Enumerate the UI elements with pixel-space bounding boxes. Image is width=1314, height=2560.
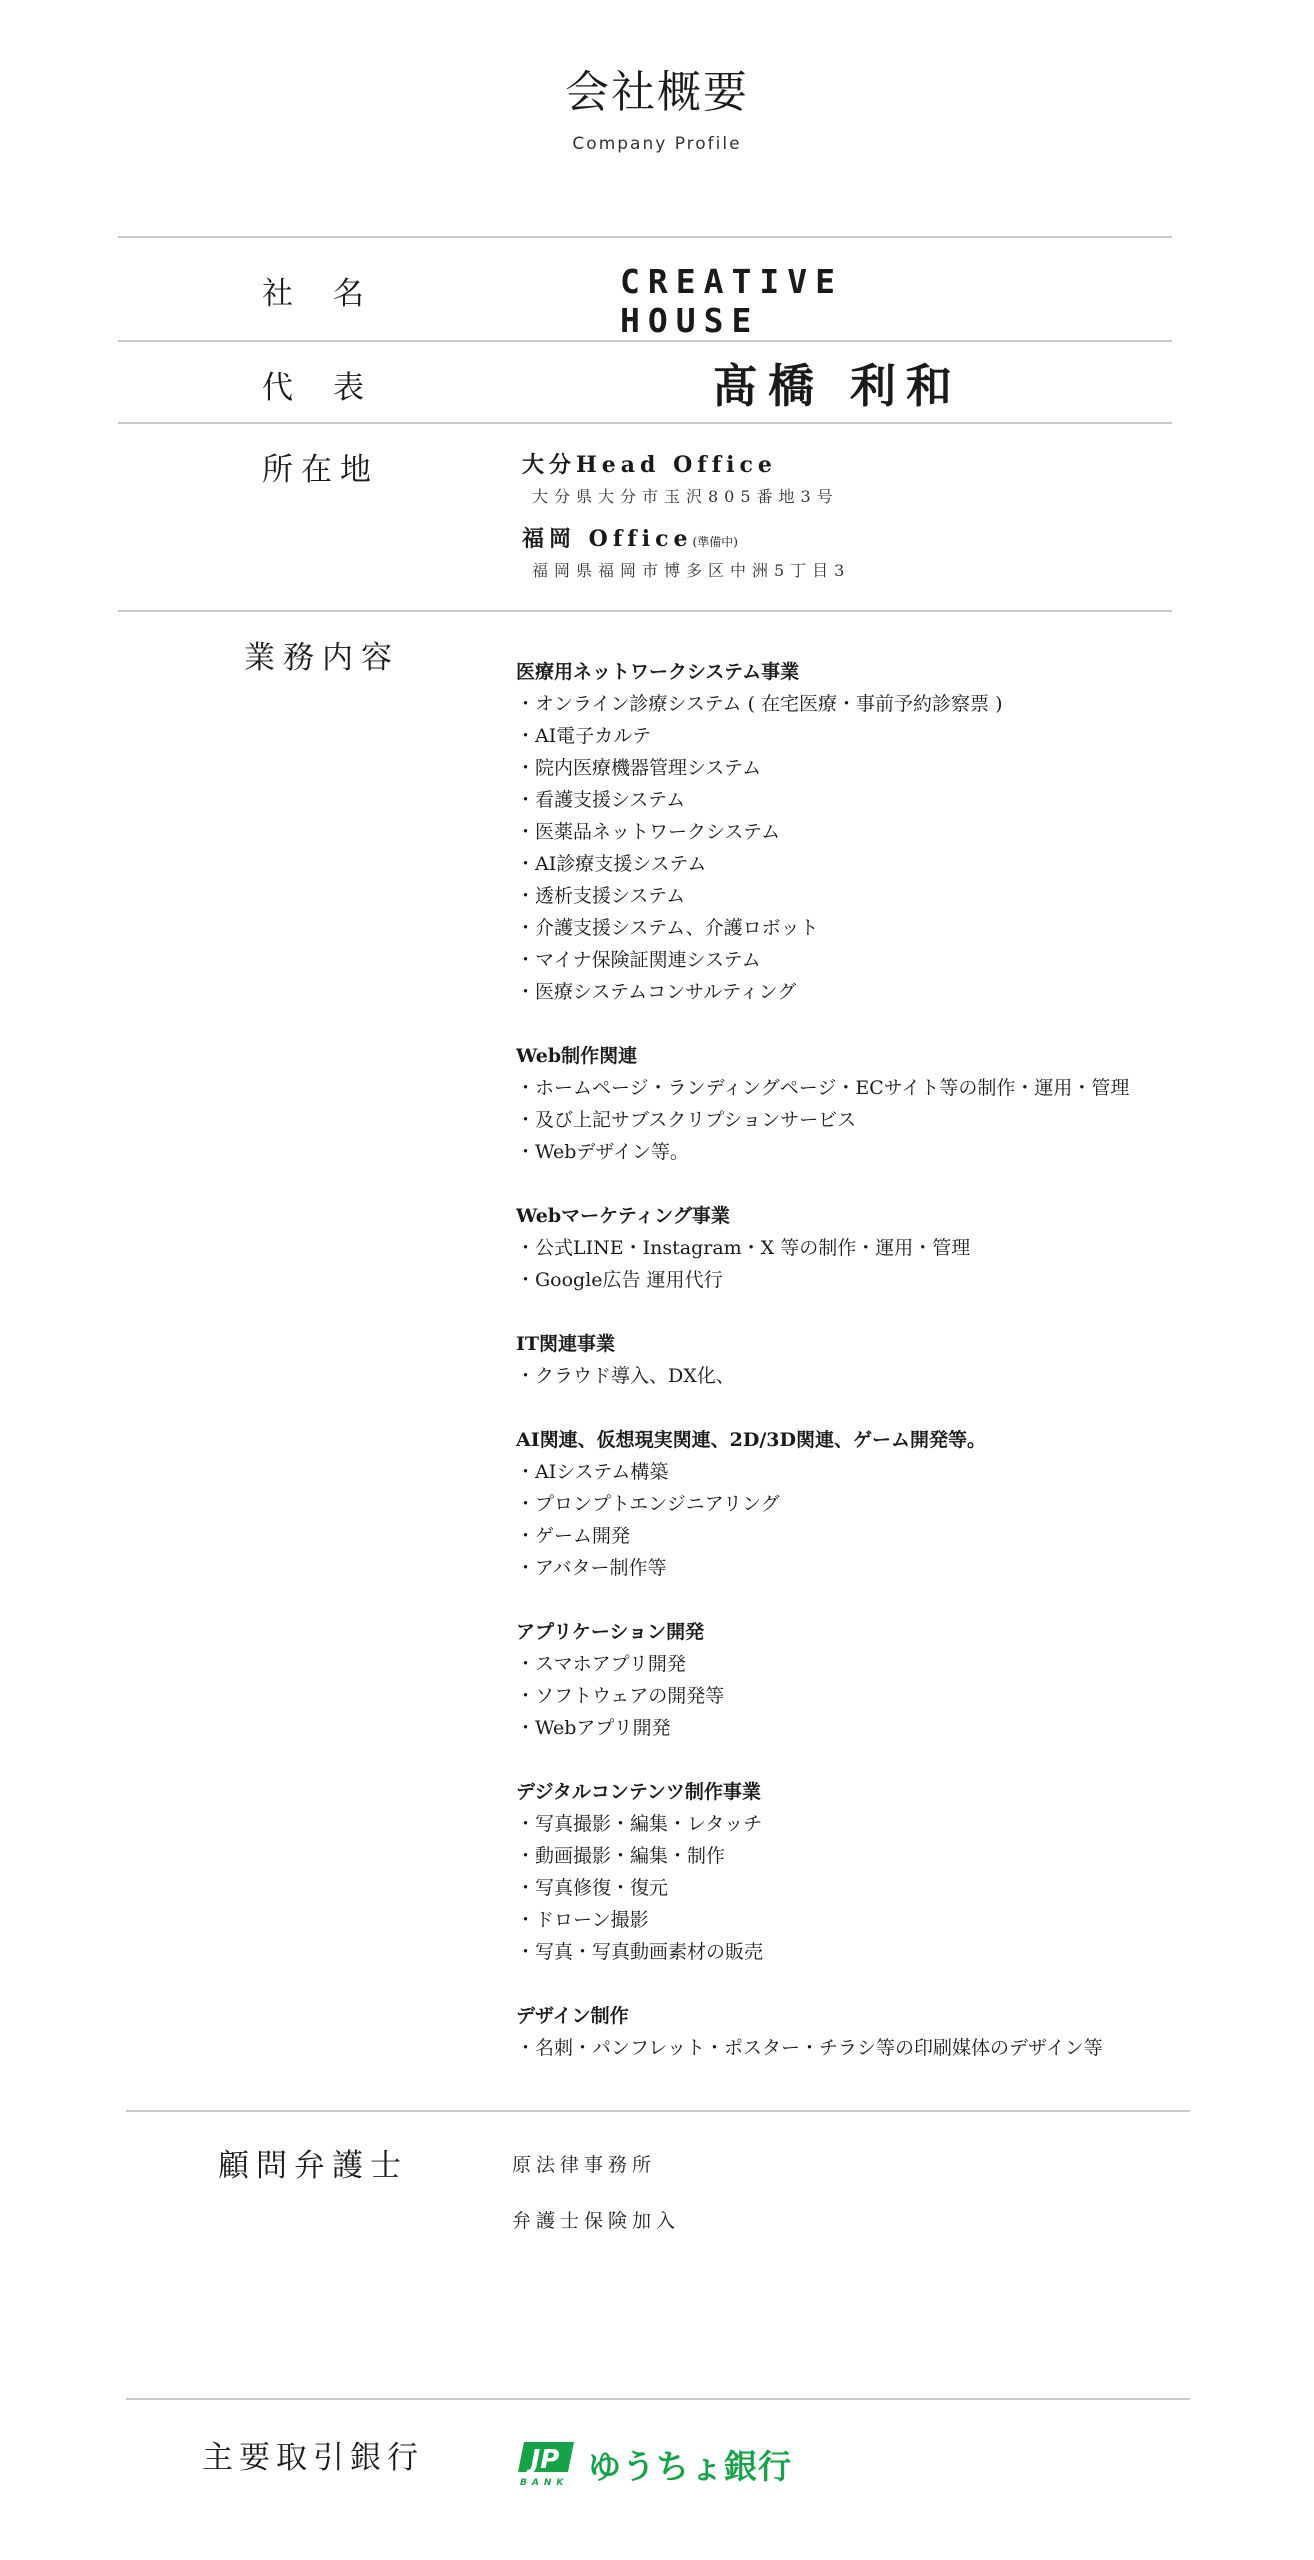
business-item: ・プロンプトエンジニアリング (516, 1493, 780, 1515)
business-group (516, 1616, 1216, 1744)
business-group-heading: デザイン制作 (516, 2005, 629, 2027)
company-name-value: CREATIVE HOUSE (620, 262, 843, 340)
bank-logo (518, 2440, 792, 2488)
divider (118, 422, 1172, 424)
business-group-heading: デジタルコンテンツ制作事業 (516, 1781, 761, 1803)
business-group (516, 1200, 1216, 1296)
jp-logo-subtext: BANK (520, 2478, 569, 2488)
office-fukuoka-name-text: 福岡 Office (522, 526, 693, 552)
bank-name: ゆうちょ銀行 (588, 2446, 792, 2486)
business-item: ・Webデザイン等。 (516, 1141, 690, 1163)
business-item: ・院内医療機器管理システム (516, 757, 762, 779)
divider (118, 610, 1172, 612)
business-label: 業務内容 (244, 640, 400, 676)
business-item: ・AIシステム構築 (516, 1461, 669, 1483)
business-group (516, 1776, 1216, 1968)
business-group-heading: Web制作関連 (516, 1045, 638, 1067)
business-group (516, 2000, 1216, 2064)
office-fukuoka-address: 福岡県福岡市博多区中洲5丁目3 (532, 561, 851, 580)
business-item: ・医療システムコンサルティング (516, 981, 797, 1003)
office-head-address: 大分県大分市玉沢805番地3号 (532, 487, 839, 506)
business-group-heading: AI関連、仮想現実関連、2D/3D関連、ゲーム開発等。 (516, 1429, 986, 1451)
office-fukuoka-note: (準備中) (692, 535, 738, 549)
business-item: ・ゲーム開発 (516, 1525, 631, 1547)
business-group (516, 1040, 1216, 1168)
business-item: ・写真・写真動画素材の販売 (516, 1941, 764, 1963)
page-title: 会社概要 (565, 67, 749, 118)
business-item: ・マイナ保険証関連システム (516, 949, 761, 971)
company-name-label: 社名 (262, 276, 404, 312)
legal-insurance: 弁護士保険加入 (512, 2210, 681, 2232)
business-group-heading: IT関連事業 (516, 1333, 616, 1355)
business-group (516, 656, 1216, 1008)
business-list (516, 656, 1216, 2096)
representative-label: 代表 (262, 370, 404, 406)
business-item: ・看護支援システム (516, 789, 686, 811)
business-item: ・写真撮影・編集・レタッチ (516, 1813, 763, 1835)
business-item: ・ホームページ・ランディングページ・ECサイト等の制作・運用・管理 (516, 1077, 1130, 1099)
business-item: ・医薬品ネットワークシステム (516, 821, 781, 843)
legal-label: 顧問弁護士 (218, 2148, 408, 2184)
bank-label: 主要取引銀行 (202, 2440, 424, 2476)
business-group-heading: Webマーケティング事業 (516, 1205, 730, 1227)
business-group-heading: 医療用ネットワークシステム事業 (516, 661, 800, 683)
business-item: ・アバター制作等 (516, 1557, 667, 1579)
location-label: 所在地 (262, 452, 379, 488)
business-item: ・及び上記サブスクリプションサービス (516, 1109, 857, 1131)
page-subtitle: Company Profile (572, 134, 742, 154)
business-group (516, 1424, 1216, 1584)
business-item: ・動画撮影・編集・制作 (516, 1845, 726, 1867)
divider (126, 2398, 1190, 2400)
divider (126, 2110, 1190, 2112)
business-item: ・AI電子カルテ (516, 725, 652, 747)
business-item: ・名刺・パンフレット・ポスター・チラシ等の印刷媒体のデザイン等 (516, 2037, 1103, 2059)
business-item: ・スマホアプリ開発 (516, 1653, 686, 1675)
divider (118, 236, 1172, 238)
business-item: ・ドローン撮影 (516, 1909, 649, 1931)
jp-bank-icon (518, 2440, 576, 2488)
jp-logo-text: JP (530, 2445, 560, 2475)
business-item: ・Webアプリ開発 (516, 1717, 671, 1739)
business-item: ・透析支援システム (516, 885, 686, 907)
business-item: ・オンライン診療システム ( 在宅医療・事前予約診察票 ) (516, 693, 1003, 715)
business-item: ・AI診療支援システム (516, 853, 707, 875)
divider (118, 340, 1172, 342)
business-group-heading: アプリケーション開発 (516, 1621, 705, 1643)
office-fukuoka-name (522, 522, 738, 553)
legal-firm: 原法律事務所 (512, 2154, 657, 2176)
business-item: ・介護支援システム、介護ロボット (516, 917, 819, 939)
business-item: ・クラウド導入、DX化、 (516, 1365, 735, 1387)
business-item: ・Google広告 運用代行 (516, 1269, 723, 1291)
office-head-name-text: 大分Head Office (522, 452, 777, 478)
office-head-name (522, 448, 777, 479)
business-item: ・ソフトウェアの開発等 (516, 1685, 725, 1707)
representative-value: 髙橋 利和 (712, 359, 963, 413)
business-item: ・写真修復・復元 (516, 1877, 669, 1899)
business-group (516, 1328, 1216, 1392)
business-item: ・公式LINE・Instagram・X 等の制作・運用・管理 (516, 1237, 971, 1259)
